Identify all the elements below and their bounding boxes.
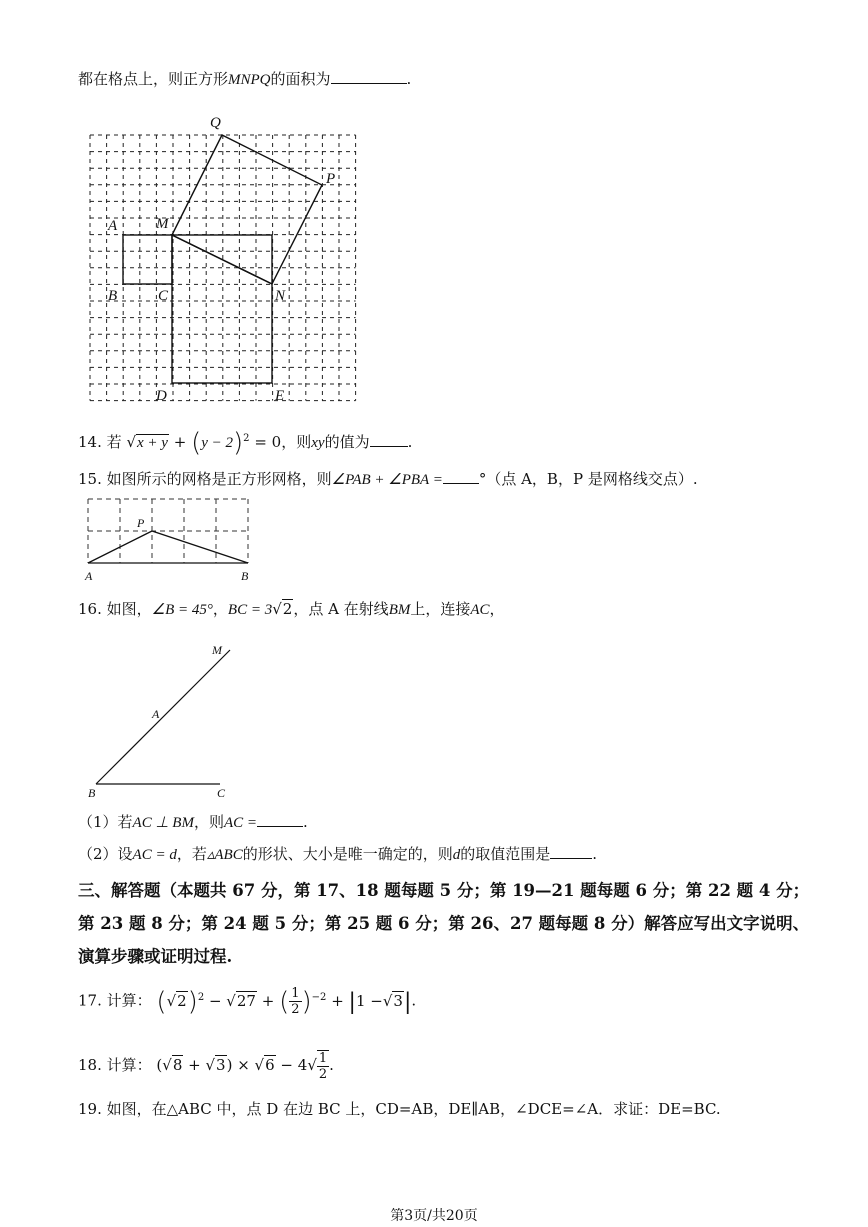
- question-17: 17. 计算： $(√2)^2 - √27$ + ( $\frac{1}{2}$ )$^{-2}$ + |1 −√3|.: [78, 986, 417, 1017]
- segment-mn: [172, 235, 272, 284]
- figure-15: [80, 494, 260, 586]
- angle-expression: ∠PAB + ∠PBA =: [331, 472, 443, 488]
- question-19: 19. 如图，在△ABC 中，点 D 在边 BC 上，CD=AB，DE∥AB，∠DCE=∠A．求证：DE=BC.: [78, 1100, 721, 1118]
- label-m: M: [212, 643, 222, 657]
- answer-blank[interactable]: [443, 482, 479, 484]
- label-b: B: [241, 569, 249, 583]
- label-b: B: [108, 288, 118, 304]
- label-c: C: [158, 288, 169, 304]
- square-abcm: [123, 235, 172, 284]
- question-16: 16. 如图，∠B = 45°，BC = 3√2，点 A 在射线BM上，连接AC，: [78, 600, 505, 618]
- label-a: A: [108, 218, 118, 234]
- label-m: M: [156, 216, 169, 232]
- answer-blank[interactable]: [550, 857, 592, 859]
- label-e: E: [275, 388, 285, 404]
- q14-expression: $√x + y + (y - 2)^2 = 0$: [126, 428, 282, 458]
- question-16-part-2: （2）设AC = d，若▵ABC的形状、大小是唯一确定的，则d的取值范围是 .: [78, 845, 598, 863]
- section-3-line-1: 三、解答题（本题共 67 分，第 17、18 题每题 5 分；第 19—21 题每题 6 分；第 22 题 4 分；: [78, 881, 810, 900]
- answer-blank[interactable]: [257, 825, 303, 827]
- question-18: 18. 计算： (√8 + √3) × √6 − 4√ $\frac{1}{2}$ .: [78, 1051, 334, 1082]
- question-16-part-1: （1）若AC ⊥ BM，则AC = .: [78, 813, 308, 831]
- grid-figure: [70, 108, 370, 408]
- label-d: D: [156, 388, 167, 404]
- figure-16: [84, 640, 244, 802]
- question-15: 15. 如图所示的网格是正方形网格，则∠PAB + ∠PBA = °（点 A，B，P 是网格线交点）.: [78, 470, 698, 488]
- q17-expression: $(√2)^2 - √27$ + ( $\frac{1}{2}$ )$^{-2}$ + |1 −√3|: [156, 986, 412, 1017]
- square-name: MNPQ: [228, 72, 271, 88]
- answer-blank[interactable]: [331, 82, 407, 84]
- label-c: C: [217, 786, 226, 800]
- q13-suffix: 的面积为: [270, 70, 331, 88]
- label-p: P: [137, 516, 145, 530]
- label-b: B: [88, 786, 96, 800]
- section-3-line-3: 演算步骤或证明过程.: [78, 947, 233, 966]
- label-p: P: [326, 171, 336, 187]
- label-q: Q: [210, 115, 221, 131]
- square-mnpq: [172, 135, 322, 284]
- label-n: N: [275, 288, 286, 304]
- question-14: 14. 若 $√x + y + (y - 2)^2 = 0$，则xy的值为 .: [78, 428, 413, 458]
- q13-tail-line: 都在格点上，则正方形MNPQ的面积为 .: [78, 70, 412, 88]
- label-a: A: [152, 707, 160, 721]
- page-footer: 第3页/共20页: [390, 1208, 478, 1224]
- section-3-line-2: 第 23 题 8 分；第 24 题 5 分；第 25 题 6 分；第 26、27 题每题 8 分）解答应写出文字说明、: [78, 914, 810, 933]
- q13-prefix: 都在格点上，则正方形: [78, 70, 229, 88]
- q18-expression: (√8 + √3) × √6 − 4√ $\frac{1}{2}$: [156, 1051, 328, 1082]
- square-cdem: [172, 235, 272, 383]
- answer-blank[interactable]: [370, 445, 408, 447]
- label-a: A: [85, 569, 93, 583]
